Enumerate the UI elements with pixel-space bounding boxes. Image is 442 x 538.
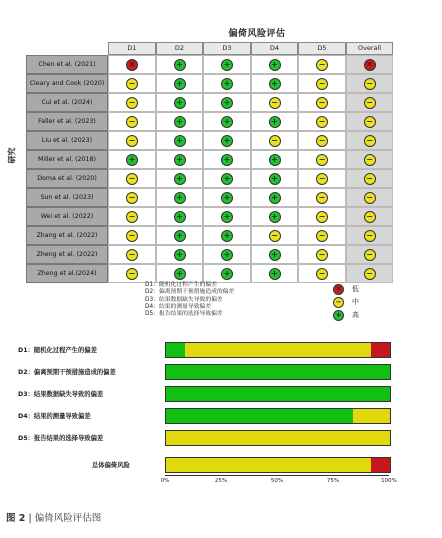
grid-cell: [251, 74, 298, 93]
column-header: D5: [298, 42, 346, 55]
bar-label: D1：随机化过程产生的偏差: [18, 347, 97, 354]
judgement-dot-some: −: [316, 211, 328, 223]
bar-segment-some: [166, 458, 371, 472]
grid-cell: [156, 245, 203, 264]
grid-cell: [203, 169, 251, 188]
grid-cell: [108, 188, 156, 207]
grid-cell: [108, 150, 156, 169]
caption-label: 图 2: [6, 513, 26, 524]
study-label: Miller et al. (2018): [26, 150, 108, 169]
column-header: Overall: [346, 42, 393, 55]
bar-label: D3：结果数据缺失导致的偏差: [18, 391, 104, 398]
stacked-bar: [165, 408, 391, 424]
judgement-dot-some: −: [316, 97, 328, 109]
judgement-dot-some: −: [364, 211, 376, 223]
judgement-legend-item: [333, 296, 359, 308]
judgement-dot-some: −: [364, 230, 376, 242]
grid-cell: [203, 93, 251, 112]
study-label: Doma et al. (2020): [26, 169, 108, 188]
judgement-dot-high: ✕: [364, 59, 376, 71]
judgement-dot-low: +: [174, 211, 186, 223]
grid-cell: [298, 93, 346, 112]
grid-cell: [108, 226, 156, 245]
grid-cell: [298, 207, 346, 226]
x-axis-line: [165, 475, 389, 476]
judgement-dot-low: +: [221, 135, 233, 147]
figure-caption: [6, 510, 101, 524]
bar-label: D4：结果的测量导致偏差: [18, 413, 91, 420]
grid-cell: [203, 245, 251, 264]
judgement-dot-low: +: [221, 97, 233, 109]
judgement-dot-some: −: [269, 97, 281, 109]
grid-cell: [346, 245, 393, 264]
judgement-dot-low: +: [269, 268, 281, 280]
grid-cell: [156, 207, 203, 226]
judgement-legend-item: [333, 309, 359, 321]
y-axis-label: 研究: [7, 147, 17, 164]
bar-segment-some: [166, 431, 390, 445]
judgement-legend-dot-high: ✕: [333, 284, 344, 295]
judgement-dot-some: −: [364, 154, 376, 166]
study-label: Cui et al. (2024): [26, 93, 108, 112]
judgement-dot-some: −: [126, 135, 138, 147]
judgement-dot-some: −: [126, 116, 138, 128]
judgement-dot-low: +: [174, 192, 186, 204]
judgement-dot-low: +: [221, 192, 233, 204]
bar-segment-low: [166, 343, 185, 357]
grid-cell: [156, 112, 203, 131]
domain-legend: [145, 282, 234, 318]
grid-cell: [346, 188, 393, 207]
grid-cell: [346, 207, 393, 226]
stacked-bar: [165, 342, 391, 358]
judgement-dot-some: −: [316, 59, 328, 71]
grid-cell: [156, 188, 203, 207]
grid-cell: [203, 74, 251, 93]
grid-cell: [251, 169, 298, 188]
study-label: Liu et al. (2023): [26, 131, 108, 150]
grid-cell: [298, 245, 346, 264]
grid-cell: [251, 93, 298, 112]
grid-cell: [251, 55, 298, 74]
judgement-dot-low: +: [269, 249, 281, 261]
judgement-dot-high: ✕: [126, 59, 138, 71]
judgement-dot-low: +: [221, 249, 233, 261]
grid-cell: [203, 188, 251, 207]
traffic-light-grid: [26, 42, 393, 283]
column-header: D1: [108, 42, 156, 55]
grid-cell: [251, 131, 298, 150]
grid-cell: [108, 55, 156, 74]
grid-cell: [108, 112, 156, 131]
x-tick-label: 25%: [214, 478, 228, 484]
judgement-dot-some: −: [316, 116, 328, 128]
grid-cell: [156, 93, 203, 112]
judgement-dot-some: −: [364, 78, 376, 90]
grid-cell: [156, 74, 203, 93]
grid-cell: [298, 112, 346, 131]
judgement-dot-low: +: [174, 78, 186, 90]
grid-cell: [298, 150, 346, 169]
grid-cell: [298, 131, 346, 150]
judgement-dot-low: +: [269, 78, 281, 90]
grid-cell: [203, 264, 251, 283]
grid-cell: [203, 207, 251, 226]
judgement-legend-label: 高: [352, 311, 359, 319]
grid-cell: [156, 264, 203, 283]
judgement-dot-some: −: [316, 268, 328, 280]
study-label: Cleary and Cook (2020): [26, 74, 108, 93]
judgement-dot-low: +: [221, 230, 233, 242]
judgement-dot-low: +: [174, 154, 186, 166]
domain-legend-item: D1：随机化过程产生的偏差: [145, 282, 217, 288]
grid-cell: [346, 264, 393, 283]
judgement-dot-some: −: [269, 135, 281, 147]
stacked-bar: [165, 364, 391, 380]
judgement-dot-some: −: [364, 268, 376, 280]
judgement-dot-some: −: [126, 211, 138, 223]
judgement-dot-low: +: [174, 135, 186, 147]
stacked-bar: [165, 430, 391, 446]
judgement-dot-some: −: [316, 192, 328, 204]
judgement-legend-dot-low: +: [333, 310, 344, 321]
grid-cell: [203, 55, 251, 74]
judgement-dot-some: −: [126, 192, 138, 204]
judgement-dot-some: −: [126, 173, 138, 185]
grid-cell: [108, 131, 156, 150]
grid-cell: [203, 150, 251, 169]
judgement-dot-some: −: [126, 249, 138, 261]
judgement-dot-low: +: [269, 116, 281, 128]
judgement-dot-some: −: [316, 154, 328, 166]
judgement-dot-low: +: [174, 97, 186, 109]
judgement-dot-low: +: [221, 59, 233, 71]
stacked-bar: [165, 457, 391, 473]
domain-legend-item: D2：偏离预期干预措施造成的偏差: [145, 289, 235, 296]
grid-cell: [108, 93, 156, 112]
judgement-legend-dot-some: −: [333, 297, 344, 308]
grid-cell: [346, 74, 393, 93]
grid-cell: [346, 93, 393, 112]
study-label: Chen et al. (2021): [26, 55, 108, 74]
x-tick-label: 100%: [381, 478, 397, 484]
judgement-dot-some: −: [126, 78, 138, 90]
judgement-dot-low: +: [269, 173, 281, 185]
column-header: D4: [251, 42, 298, 55]
judgement-dot-low: +: [221, 268, 233, 280]
grid-cell: [298, 264, 346, 283]
x-tick-label: 75%: [326, 478, 340, 484]
caption-text: 偏倚风险评估图: [34, 513, 102, 524]
bar-segment-some: [353, 409, 390, 423]
judgement-dot-low: +: [174, 230, 186, 242]
grid-cell: [156, 131, 203, 150]
grid-cell: [156, 55, 203, 74]
grid-cell: [251, 245, 298, 264]
grid-cell: [251, 188, 298, 207]
grid-cell: [346, 150, 393, 169]
bar-segment-high: [371, 343, 390, 357]
caption-separator: |: [28, 513, 32, 524]
judgement-dot-some: −: [316, 230, 328, 242]
judgement-dot-some: −: [364, 192, 376, 204]
bar-label: 总体偏倚风险: [92, 462, 130, 469]
judgement-dot-low: +: [174, 249, 186, 261]
grid-cell: [298, 188, 346, 207]
judgement-dot-low: +: [221, 78, 233, 90]
judgement-dot-low: +: [221, 211, 233, 223]
column-header: D2: [156, 42, 203, 55]
grid-cell: [108, 74, 156, 93]
judgement-dot-some: −: [316, 78, 328, 90]
summary-bar-chart: [0, 336, 442, 486]
grid-cell: [298, 55, 346, 74]
judgement-dot-some: −: [364, 249, 376, 261]
bar-segment-low: [166, 409, 353, 423]
judgement-dot-low: +: [174, 59, 186, 71]
grid-corner: [26, 42, 108, 53]
grid-cell: [108, 207, 156, 226]
grid-cell: [156, 150, 203, 169]
study-label: Zheng et al.(2024): [26, 264, 108, 283]
bar-label: D5：报告结果的选择导致偏差: [18, 435, 104, 442]
grid-cell: [108, 169, 156, 188]
judgement-dot-low: +: [174, 173, 186, 185]
judgement-dot-low: +: [221, 173, 233, 185]
judgement-dot-low: +: [269, 211, 281, 223]
study-label: Faller et al. (2023): [26, 112, 108, 131]
grid-cell: [251, 226, 298, 245]
grid-cell: [251, 150, 298, 169]
bar-segment-low: [166, 387, 390, 401]
grid-cell: [346, 112, 393, 131]
grid-cell: [108, 264, 156, 283]
grid-cell: [108, 245, 156, 264]
judgement-dot-low: +: [221, 116, 233, 128]
judgement-dot-some: −: [316, 135, 328, 147]
study-label: Sun et al. (2023): [26, 188, 108, 207]
judgement-dot-some: −: [316, 249, 328, 261]
bar-segment-high: [371, 458, 390, 472]
grid-cell: [251, 112, 298, 131]
judgement-dot-some: −: [364, 135, 376, 147]
judgement-dot-low: +: [269, 154, 281, 166]
judgement-dot-low: +: [221, 154, 233, 166]
column-header: D3: [203, 42, 251, 55]
judgement-dot-low: +: [174, 116, 186, 128]
grid-cell: [251, 207, 298, 226]
judgement-dot-some: −: [126, 268, 138, 280]
grid-cell: [156, 226, 203, 245]
grid-cell: [346, 169, 393, 188]
grid-cell: [298, 226, 346, 245]
judgement-dot-some: −: [316, 173, 328, 185]
bar-label: D2：偏离预期干预措施造成的偏差: [18, 369, 116, 376]
judgement-legend: [333, 283, 359, 322]
judgement-dot-some: −: [364, 97, 376, 109]
study-label: Zheng et al. (2022): [26, 245, 108, 264]
judgement-dot-some: −: [126, 230, 138, 242]
grid-cell: [298, 169, 346, 188]
grid-cell: [346, 131, 393, 150]
bar-segment-low: [166, 365, 390, 379]
grid-cell: [346, 55, 393, 74]
judgement-legend-label: 低: [352, 285, 359, 293]
judgement-legend-label: 中: [352, 298, 359, 306]
grid-cell: [156, 169, 203, 188]
judgement-dot-low: +: [269, 59, 281, 71]
domain-legend-item: D3：结果数据缺失导致的偏差: [145, 296, 223, 303]
judgement-dot-some: −: [126, 97, 138, 109]
x-tick-label: 50%: [270, 478, 284, 484]
judgement-dot-low: +: [126, 154, 138, 166]
domain-legend-item: D5：报告结果的选择导致偏差: [145, 311, 223, 318]
judgement-dot-some: −: [269, 230, 281, 242]
bar-segment-some: [185, 343, 372, 357]
study-label: Wei et al. (2022): [26, 207, 108, 226]
judgement-dot-low: +: [174, 268, 186, 280]
study-label: Zhang et al. (2022): [26, 226, 108, 245]
grid-cell: [346, 226, 393, 245]
grid-cell: [251, 264, 298, 283]
grid-cell: [298, 74, 346, 93]
chart-title: 偏倚风险评估: [228, 29, 286, 39]
x-tick-label: 0%: [160, 478, 170, 484]
domain-legend-item: D4：结果的测量导致偏差: [145, 303, 212, 310]
judgement-dot-low: +: [269, 192, 281, 204]
grid-cell: [203, 131, 251, 150]
judgement-legend-item: [333, 283, 359, 295]
grid-cell: [203, 226, 251, 245]
stacked-bar: [165, 386, 391, 402]
judgement-dot-some: −: [364, 173, 376, 185]
grid-cell: [203, 112, 251, 131]
judgement-dot-some: −: [364, 116, 376, 128]
